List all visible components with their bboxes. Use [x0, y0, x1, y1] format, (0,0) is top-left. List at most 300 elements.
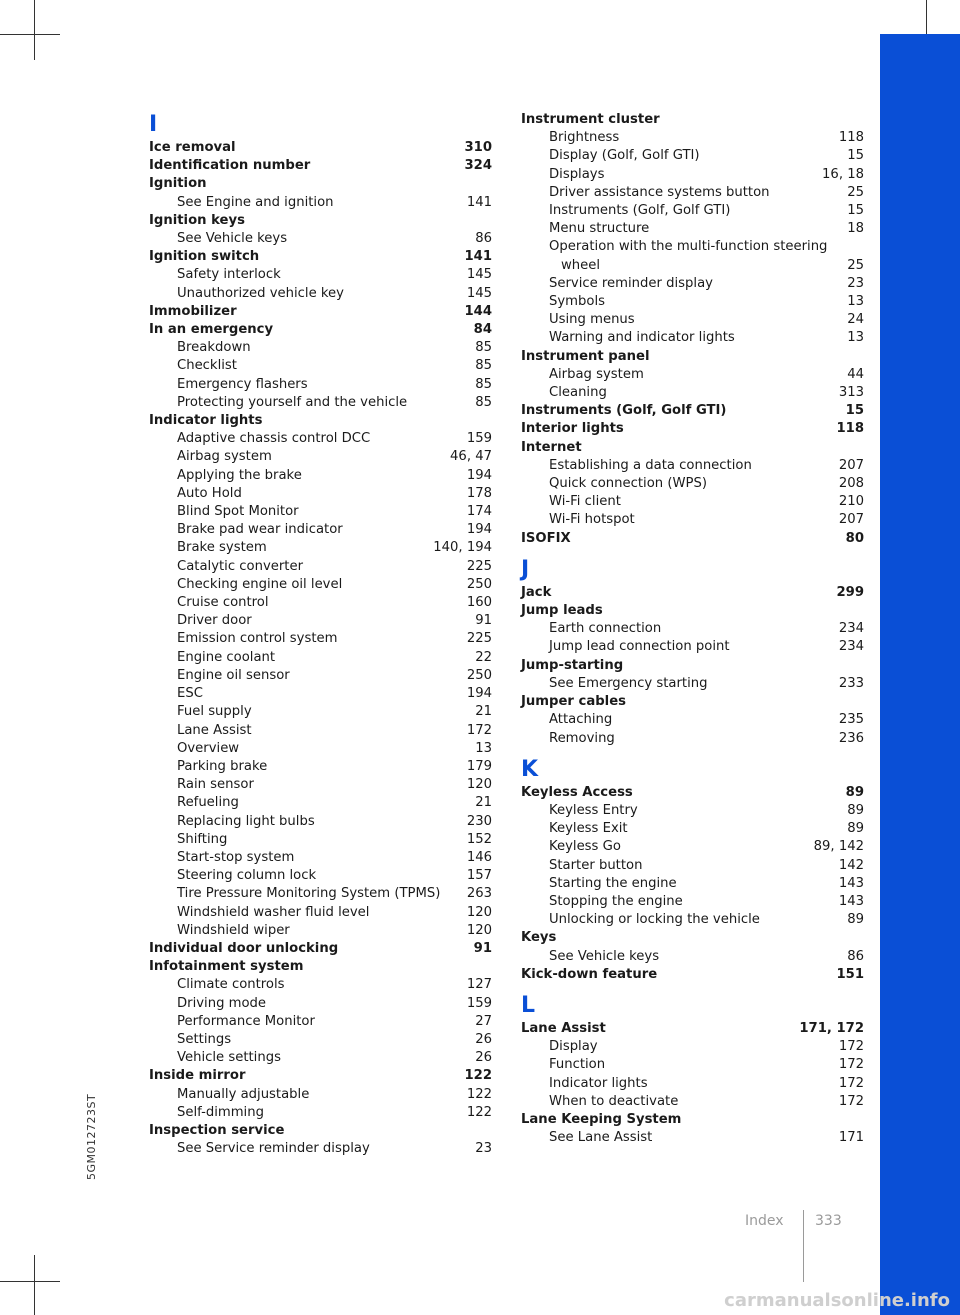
index-subentry	[149, 831, 492, 849]
entry-page-number: 89	[847, 802, 864, 818]
entry-page-number: 234	[838, 639, 864, 655]
entry-label: Self-dimming	[177, 1104, 264, 1120]
entry-page-number: 120	[466, 922, 492, 938]
index-entry	[149, 958, 492, 976]
entry-label: Ignition	[149, 176, 207, 192]
entry-page-number: 152	[466, 831, 492, 847]
entry-page-number: 80	[845, 530, 864, 546]
index-subentry	[521, 730, 864, 748]
entry-label: Lane Keeping System	[521, 1111, 682, 1127]
entry-page-number: 120	[466, 904, 492, 920]
index-entry	[521, 657, 864, 675]
entry-label: Vehicle settings	[177, 1050, 281, 1066]
index-entry	[521, 602, 864, 620]
index-subentry	[149, 849, 492, 867]
entry-page-number: 18	[847, 221, 864, 237]
entry-page-number: 118	[838, 130, 864, 146]
index-subentry	[149, 885, 492, 903]
entry-label: Keyless Exit	[549, 821, 628, 837]
index-subentry	[149, 558, 492, 576]
entry-label: Ignition switch	[149, 249, 260, 265]
index-entry	[149, 175, 492, 193]
index-entry	[149, 212, 492, 230]
entry-page-number: 127	[466, 977, 492, 993]
entry-label: Ice removal	[149, 140, 236, 155]
entry-page-number: 15	[847, 203, 864, 219]
entry-label: Keys	[521, 930, 557, 946]
index-subentry	[149, 485, 492, 503]
entry-label: Fuel supply	[177, 704, 252, 720]
entry-label: Unlocking or locking the vehicle	[549, 912, 760, 928]
entry-label: Windshield washer fluid level	[177, 904, 370, 920]
index-subentry	[149, 776, 492, 794]
entry-label: Checking engine oil level	[177, 576, 343, 592]
entry-page-number: 172	[838, 1057, 864, 1073]
index-entry	[149, 157, 492, 175]
index-subentry	[521, 384, 864, 402]
footer-section-label: Index	[745, 1213, 784, 1229]
entry-label: Keyless Go	[549, 839, 621, 855]
index-subentry	[149, 685, 492, 703]
entry-page-number: 145	[466, 285, 492, 301]
entry-page-number: 15	[847, 148, 864, 164]
entry-label: Inspection service	[149, 1122, 285, 1138]
entry-page-number: 194	[466, 686, 492, 702]
index-subentry	[149, 922, 492, 940]
entry-label: Refueling	[177, 795, 239, 811]
entry-label: Cruise control	[177, 595, 269, 611]
entry-page-number: 194	[466, 467, 492, 483]
entry-page-number: 313	[838, 385, 864, 401]
entry-label: Shifting	[177, 831, 228, 847]
entry-page-number: 144	[464, 303, 492, 319]
entry-label: Brightness	[549, 130, 620, 146]
entry-page-number: 171, 172	[799, 1020, 864, 1036]
entry-label: Driver assistance systems button	[549, 184, 770, 200]
entry-label: Catalytic converter	[177, 558, 304, 574]
entry-label: See Vehicle keys	[549, 948, 660, 964]
entry-page-number: 13	[475, 740, 492, 756]
entry-page-number: 159	[466, 995, 492, 1011]
entry-page-number: 141	[466, 194, 492, 210]
index-subentry	[149, 758, 492, 776]
entry-page-number: 89	[847, 821, 864, 837]
entry-label: Individual door unlocking	[149, 940, 339, 956]
entry-label: Immobilizer	[149, 303, 237, 319]
index-subentry	[521, 1093, 864, 1111]
entry-label: Jumper cables	[521, 694, 626, 710]
entry-page-number: 172	[466, 722, 492, 738]
index-subentry	[521, 238, 864, 274]
entry-label: Starting the engine	[549, 875, 677, 891]
index-subentry	[149, 1031, 492, 1049]
index-subentry	[521, 1038, 864, 1056]
entry-page-number: 157	[466, 868, 492, 884]
entry-label: Emergency flashers	[177, 376, 308, 392]
entry-label: Indicator lights	[549, 1075, 648, 1091]
entry-label: Replacing light bulbs	[177, 813, 315, 829]
entry-page-number: 24	[847, 312, 864, 328]
entry-page-number: 146	[466, 849, 492, 865]
document-code: 5GM012723ST	[85, 1093, 98, 1180]
entry-page-number: 89, 142	[813, 839, 864, 855]
entry-page-number: 171	[838, 1130, 864, 1146]
entry-page-number: 21	[475, 795, 492, 811]
index-subentry	[521, 457, 864, 475]
index-subentry	[149, 448, 492, 466]
entry-page-number: 225	[466, 631, 492, 647]
entry-label: When to deactivate	[549, 1093, 679, 1109]
index-subentry	[521, 802, 864, 820]
entry-label: Keyless Access	[521, 784, 633, 800]
entry-label: Service reminder display	[549, 275, 713, 291]
index-subentry	[149, 740, 492, 758]
entry-page-number: 194	[466, 522, 492, 538]
entry-page-number: 172	[838, 1075, 864, 1091]
index-entry	[149, 940, 492, 958]
entry-page-number: 85	[475, 358, 492, 374]
index-subentry	[149, 503, 492, 521]
entry-label: Infotainment system	[149, 959, 304, 975]
index-subentry	[521, 1129, 864, 1147]
index-entry	[521, 348, 864, 366]
entry-label: See Service reminder display	[177, 1141, 370, 1157]
index-subentry	[521, 1075, 864, 1093]
entry-page-number: 145	[466, 267, 492, 283]
entry-label: Function	[549, 1057, 606, 1073]
index-subentry	[149, 976, 492, 994]
entry-page-number: 210	[838, 494, 864, 510]
entry-label: Safety interlock	[177, 267, 281, 283]
entry-label: Engine oil sensor	[177, 667, 290, 683]
entry-label: Unauthorized vehicle key	[177, 285, 344, 301]
entry-page-number: 23	[847, 275, 864, 291]
entry-label: Inside mirror	[149, 1068, 246, 1084]
index-subentry	[149, 594, 492, 612]
index-subentry	[149, 904, 492, 922]
entry-label: Using menus	[549, 312, 635, 328]
entry-label: Adaptive chassis control DCC	[177, 431, 371, 447]
entry-page-number: 172	[838, 1039, 864, 1055]
entry-label: Wi-Fi hotspot	[549, 512, 635, 528]
entry-label: Driver door	[177, 613, 252, 629]
entry-label: Instrument cluster	[521, 112, 660, 127]
entry-label: Stopping the engine	[549, 893, 683, 909]
entry-label: ISOFIX	[521, 530, 571, 546]
index-entry	[149, 139, 492, 157]
entry-label: Keyless Entry	[549, 802, 638, 818]
entry-label: Symbols	[549, 294, 605, 310]
entry-page-number: 230	[466, 813, 492, 829]
entry-label: Jump-starting	[521, 657, 624, 673]
entry-page-number: 151	[836, 966, 864, 982]
index-subentry	[521, 184, 864, 202]
entry-label: Kick-down feature	[521, 966, 658, 982]
index-subentry	[149, 630, 492, 648]
entry-page-number: 26	[475, 1031, 492, 1047]
index-entry	[521, 784, 864, 802]
entry-label: In an emergency	[149, 322, 274, 338]
index-entry	[521, 402, 864, 420]
entry-page-number: 160	[466, 595, 492, 611]
entry-page-number: 141	[464, 249, 492, 265]
entry-label: Jump lead connection point	[549, 639, 730, 655]
entry-page-number: 250	[466, 576, 492, 592]
index-subentry	[149, 194, 492, 212]
entry-page-number: 91	[473, 940, 492, 956]
index-entry	[149, 412, 492, 430]
entry-page-number: 299	[836, 584, 864, 600]
index-subentry	[521, 275, 864, 293]
entry-label: Protecting yourself and the vehicle	[177, 394, 408, 410]
index-subentry	[149, 1140, 492, 1158]
entry-label: Rain sensor	[177, 777, 254, 793]
entry-page-number: 122	[466, 1104, 492, 1120]
entry-label: Blind Spot Monitor	[177, 504, 299, 520]
entry-page-number: 143	[838, 893, 864, 909]
entry-page-number: 159	[466, 431, 492, 447]
entry-label: Checklist	[177, 358, 237, 374]
entry-label: Windshield wiper	[177, 922, 290, 938]
entry-page-number: 174	[466, 504, 492, 520]
entry-page-number: 13	[847, 294, 864, 310]
index-subentry	[521, 711, 864, 729]
entry-page-number: 15	[845, 403, 864, 419]
index-entry	[521, 530, 864, 548]
entry-label: Earth connection	[549, 621, 662, 637]
index-entry	[149, 1122, 492, 1140]
index-subentry	[149, 722, 492, 740]
index-entry	[149, 248, 492, 266]
entry-label: Establishing a data connection	[549, 457, 752, 473]
entry-label: Engine coolant	[177, 649, 276, 665]
entry-label: Climate controls	[177, 977, 285, 993]
entry-label: Cleaning	[549, 385, 607, 401]
index-subentry	[521, 311, 864, 329]
entry-page-number: 85	[475, 340, 492, 356]
index-subentry	[149, 1013, 492, 1031]
entry-label: Airbag system	[549, 366, 644, 382]
index-subentry	[521, 1056, 864, 1074]
index-subentry	[149, 794, 492, 812]
index-subentry	[521, 220, 864, 238]
entry-page-number: 86	[475, 231, 492, 247]
index-subentry	[149, 667, 492, 685]
index-subentry	[149, 467, 492, 485]
entry-page-number: 84	[473, 322, 492, 338]
entry-page-number: 120	[466, 777, 492, 793]
entry-label: Instrument panel	[521, 348, 650, 364]
footer-page-number: 333	[815, 1213, 842, 1229]
index-subentry	[521, 857, 864, 875]
crop-mark	[34, 0, 35, 60]
entry-page-number: 236	[838, 730, 864, 746]
entry-label: Steering column lock	[177, 868, 317, 884]
index-letter-heading: J	[521, 556, 530, 582]
entry-label: Interior lights	[521, 421, 624, 437]
crop-mark	[34, 1255, 35, 1315]
crop-mark	[0, 1281, 60, 1282]
index-subentry	[521, 129, 864, 147]
index-subentry	[521, 475, 864, 493]
index-subentry	[149, 394, 492, 412]
index-subentry	[149, 649, 492, 667]
entry-label: Auto Hold	[177, 485, 242, 501]
index-subentry	[521, 493, 864, 511]
entry-page-number: 207	[838, 512, 864, 528]
entry-page-number: 44	[847, 366, 864, 382]
entry-page-number: 22	[475, 649, 492, 665]
index-letter-heading: L	[521, 992, 536, 1018]
entry-page-number: 142	[838, 857, 864, 873]
index-subentry	[521, 838, 864, 856]
index-subentry	[149, 995, 492, 1013]
index-column-left	[149, 111, 492, 1158]
entry-page-number: 140, 194	[433, 540, 492, 556]
index-letter-heading: I	[149, 112, 158, 137]
entry-page-number: 324	[464, 158, 492, 174]
index-subentry	[521, 202, 864, 220]
entry-label: Instruments (Golf, Golf GTI)	[521, 403, 727, 419]
index-subentry	[149, 266, 492, 284]
entry-page-number: 122	[466, 1086, 492, 1102]
entry-label: See Vehicle keys	[177, 231, 288, 247]
entry-label: Manually adjustable	[177, 1086, 310, 1102]
entry-label: Display	[549, 1039, 598, 1055]
index-subentry	[521, 366, 864, 384]
index-entry	[521, 1020, 864, 1038]
entry-label: Tire Pressure Monitoring System (TPMS)	[177, 886, 441, 902]
index-subentry	[149, 1104, 492, 1122]
entry-page-number: 143	[838, 875, 864, 891]
index-subentry	[521, 166, 864, 184]
entry-label: Warning and indicator lights	[549, 330, 735, 346]
index-subentry	[149, 813, 492, 831]
entry-page-number: 25	[847, 257, 864, 273]
entry-label: Driving mode	[177, 995, 267, 1011]
entry-page-number: 310	[464, 140, 492, 155]
entry-page-number: 179	[466, 758, 492, 774]
index-side-tab	[880, 34, 960, 1315]
index-subentry	[149, 339, 492, 357]
entry-page-number: 86	[847, 948, 864, 964]
entry-label: Lane Assist	[177, 722, 252, 738]
entry-page-number: 118	[836, 421, 864, 437]
entry-label: See Engine and ignition	[177, 194, 334, 210]
entry-label: Removing	[549, 730, 615, 746]
entry-label: Breakdown	[177, 340, 251, 356]
entry-page-number: 89	[847, 912, 864, 928]
entry-label: Wi-Fi client	[549, 494, 621, 510]
index-subentry	[521, 511, 864, 529]
entry-label: Attaching	[549, 712, 613, 728]
index-subentry	[149, 703, 492, 721]
entry-page-number: 207	[838, 457, 864, 473]
index-subentry	[521, 638, 864, 656]
entry-page-number: 250	[466, 667, 492, 683]
index-subentry	[149, 867, 492, 885]
index-column-right	[521, 111, 864, 1147]
index-subentry	[521, 620, 864, 638]
index-subentry	[521, 948, 864, 966]
entry-label: See Lane Assist	[549, 1130, 653, 1146]
index-subentry	[521, 911, 864, 929]
entry-page-number: 13	[847, 330, 864, 346]
index-subentry	[521, 147, 864, 165]
entry-page-number: 85	[475, 394, 492, 410]
entry-page-number: 46, 47	[450, 449, 492, 465]
index-entry	[521, 111, 864, 129]
index-entry	[521, 966, 864, 984]
entry-label: Menu structure	[549, 221, 650, 237]
index-subentry	[149, 285, 492, 303]
index-entry	[521, 693, 864, 711]
entry-page-number: 233	[838, 675, 864, 691]
index-subentry	[521, 675, 864, 693]
entry-label: Overview	[177, 740, 240, 756]
footer-separator	[803, 1210, 804, 1282]
entry-label: Settings	[177, 1031, 232, 1047]
entry-label: Emission control system	[177, 631, 338, 647]
entry-label: Jump leads	[521, 603, 603, 619]
entry-page-number: 23	[475, 1141, 492, 1157]
index-subentry	[149, 1086, 492, 1104]
entry-page-number: 89	[845, 784, 864, 800]
index-subentry	[149, 230, 492, 248]
index-subentry	[149, 576, 492, 594]
entry-page-number: 16, 18	[822, 166, 864, 182]
entry-page-number: 85	[475, 376, 492, 392]
index-entry	[521, 584, 864, 602]
entry-label: ESC	[177, 686, 203, 702]
entry-label: Displays	[549, 166, 605, 182]
entry-label: Lane Assist	[521, 1020, 606, 1036]
entry-label: Performance Monitor	[177, 1013, 315, 1029]
entry-page-number: 235	[838, 712, 864, 728]
entry-label: Indicator lights	[149, 413, 263, 429]
entry-page-number: 26	[475, 1050, 492, 1066]
index-subentry	[149, 539, 492, 557]
entry-page-number: 25	[847, 184, 864, 200]
entry-label: Applying the brake	[177, 467, 302, 483]
index-subentry	[521, 329, 864, 347]
entry-page-number: 234	[838, 621, 864, 637]
index-subentry	[149, 376, 492, 394]
entry-page-number: 263	[466, 886, 492, 902]
entry-label: Brake system	[177, 540, 267, 556]
index-subentry	[149, 612, 492, 630]
entry-label: Parking brake	[177, 758, 268, 774]
index-entry	[521, 439, 864, 457]
index-entry	[521, 420, 864, 438]
entry-label: Ignition keys	[149, 212, 245, 228]
entry-label: Start-stop system	[177, 849, 295, 865]
entry-label: See Emergency starting	[549, 675, 708, 691]
entry-label: Operation with the multi-function steering wheel	[549, 239, 828, 273]
entry-label: Starter button	[549, 857, 643, 873]
index-subentry	[521, 893, 864, 911]
entry-label: Identification number	[149, 158, 311, 174]
index-subentry	[521, 875, 864, 893]
entry-label: Jack	[521, 584, 552, 600]
index-entry	[149, 1067, 492, 1085]
entry-page-number: 208	[838, 476, 864, 492]
index-subentry	[149, 430, 492, 448]
index-entry	[521, 929, 864, 947]
entry-page-number: 122	[464, 1068, 492, 1084]
index-subentry	[149, 357, 492, 375]
index-entry	[149, 303, 492, 321]
